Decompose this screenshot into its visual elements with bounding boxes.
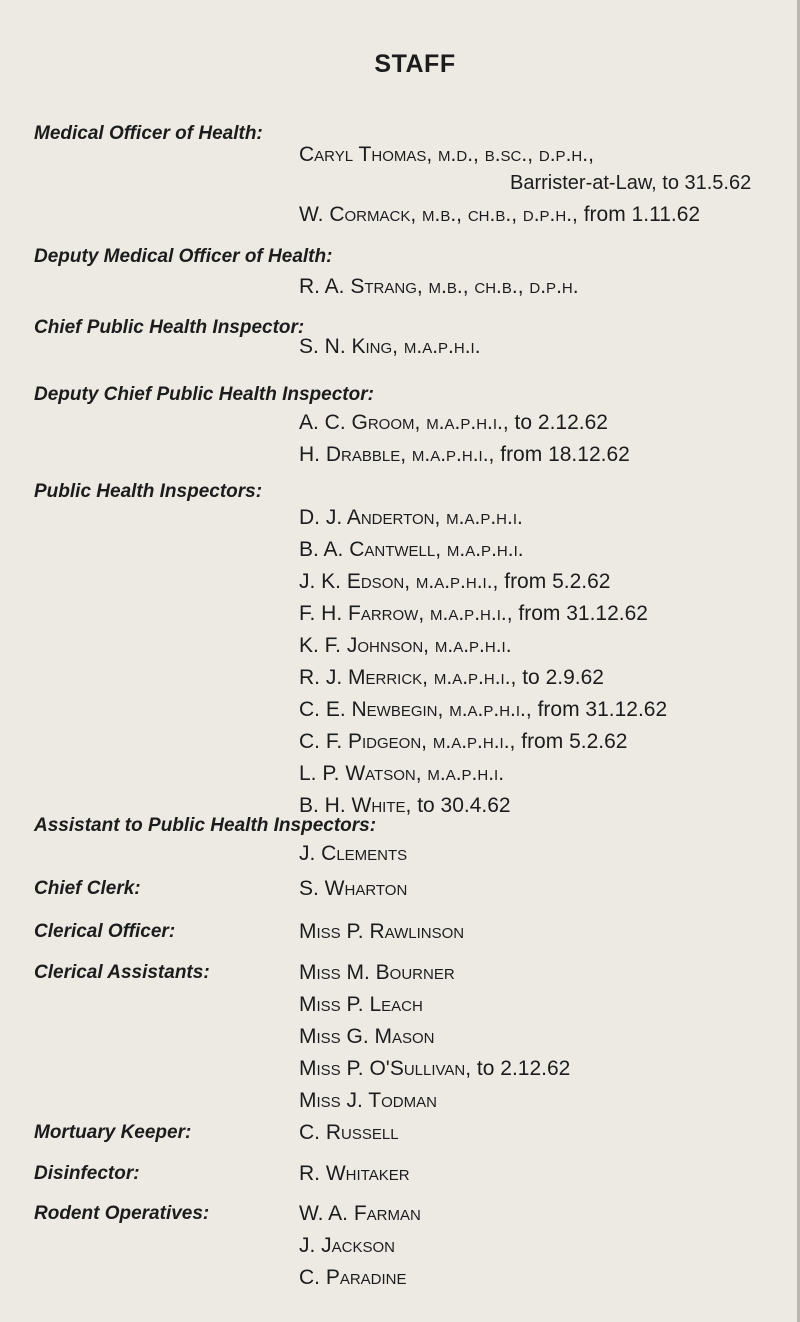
staff-entry: W. Cormack, m.b., ch.b., d.p.h., from 1.11.62 — [299, 203, 701, 226]
staff-entry: F. H. Farrow, m.a.p.h.i., from 31.12.62 — [299, 602, 648, 625]
staff-entry: C. Paradine — [299, 1266, 407, 1289]
staff-list — [299, 873, 407, 905]
staff-entry: L. P. Watson, m.a.p.h.i. — [299, 762, 505, 785]
section-heading: Mortuary Keeper: — [34, 1122, 192, 1143]
section-heading: Disinfector: — [34, 1163, 140, 1184]
staff-list — [299, 916, 464, 948]
staff-entry: A. C. Groom, m.a.p.h.i., to 2.12.62 — [299, 411, 608, 434]
staff-entry: R. J. Merrick, m.a.p.h.i., to 2.9.62 — [299, 666, 604, 689]
staff-list — [299, 957, 570, 1117]
staff-entry: Caryl Thomas, m.d., b.sc., d.p.h., — [299, 143, 594, 166]
section-heading: Clerical Assistants: — [34, 962, 210, 983]
staff-list — [299, 838, 407, 870]
staff-list — [299, 331, 481, 363]
staff-entry: B. H. White, to 30.4.62 — [299, 794, 511, 817]
staff-entry: R. Whitaker — [299, 1162, 410, 1185]
section-heading: Deputy Medical Officer of Health: — [34, 246, 333, 267]
staff-list — [299, 502, 667, 822]
section-heading: Medical Officer of Health: — [34, 123, 263, 144]
staff-entry: K. F. Johnson, m.a.p.h.i. — [299, 634, 512, 657]
staff-entry: J. K. Edson, m.a.p.h.i., from 5.2.62 — [299, 570, 611, 593]
staff-entry: H. Drabble, m.a.p.h.i., from 18.12.62 — [299, 443, 630, 466]
section-heading: Deputy Chief Public Health Inspector: — [34, 384, 374, 405]
staff-list — [299, 1158, 410, 1190]
staff-entry: R. A. Strang, m.b., ch.b., d.p.h. — [299, 275, 579, 298]
staff-entry: D. J. Anderton, m.a.p.h.i. — [299, 506, 523, 529]
staff-entry: Miss M. Bourner — [299, 961, 455, 984]
section-heading: Public Health Inspectors: — [34, 481, 263, 502]
staff-entry: C. Russell — [299, 1121, 399, 1144]
page-title: STAFF — [374, 50, 456, 78]
staff-entry: J. Clements — [299, 842, 408, 865]
staff-list — [299, 1198, 421, 1294]
staff-entry: C. F. Pidgeon, m.a.p.h.i., from 5.2.62 — [299, 730, 628, 753]
staff-entry: C. E. Newbegin, m.a.p.h.i., from 31.12.62 — [299, 698, 668, 721]
staff-entry: J. Jackson — [299, 1234, 396, 1257]
staff-entry: S. N. King, m.a.p.h.i. — [299, 335, 481, 358]
staff-entry: Miss P. Rawlinson — [299, 920, 465, 943]
section-heading: Clerical Officer: — [34, 921, 176, 942]
staff-entry: W. A. Farman — [299, 1202, 421, 1225]
staff-entry: Miss G. Mason — [299, 1025, 435, 1048]
staff-entry: Miss J. Todman — [299, 1089, 437, 1112]
staff-entry: B. A. Cantwell, m.a.p.h.i. — [299, 538, 524, 561]
staff-entry-note: Barrister-at-Law, to 31.5.62 — [510, 172, 752, 194]
staff-entry: Miss P. O'Sullivan, to 2.12.62 — [299, 1057, 571, 1080]
section-heading: Chief Clerk: — [34, 878, 141, 899]
staff-entry: S. Wharton — [299, 877, 408, 900]
staff-list — [299, 1117, 399, 1149]
staff-list — [299, 407, 630, 471]
section-heading: Assistant to Public Health Inspectors: — [34, 815, 377, 836]
staff-list — [299, 199, 700, 231]
section-heading: Rodent Operatives: — [34, 1203, 210, 1224]
staff-list — [299, 139, 594, 171]
staff-entry: Miss P. Leach — [299, 993, 423, 1016]
staff-list — [299, 271, 579, 303]
section-heading: Chief Public Health Inspector: — [34, 317, 305, 338]
